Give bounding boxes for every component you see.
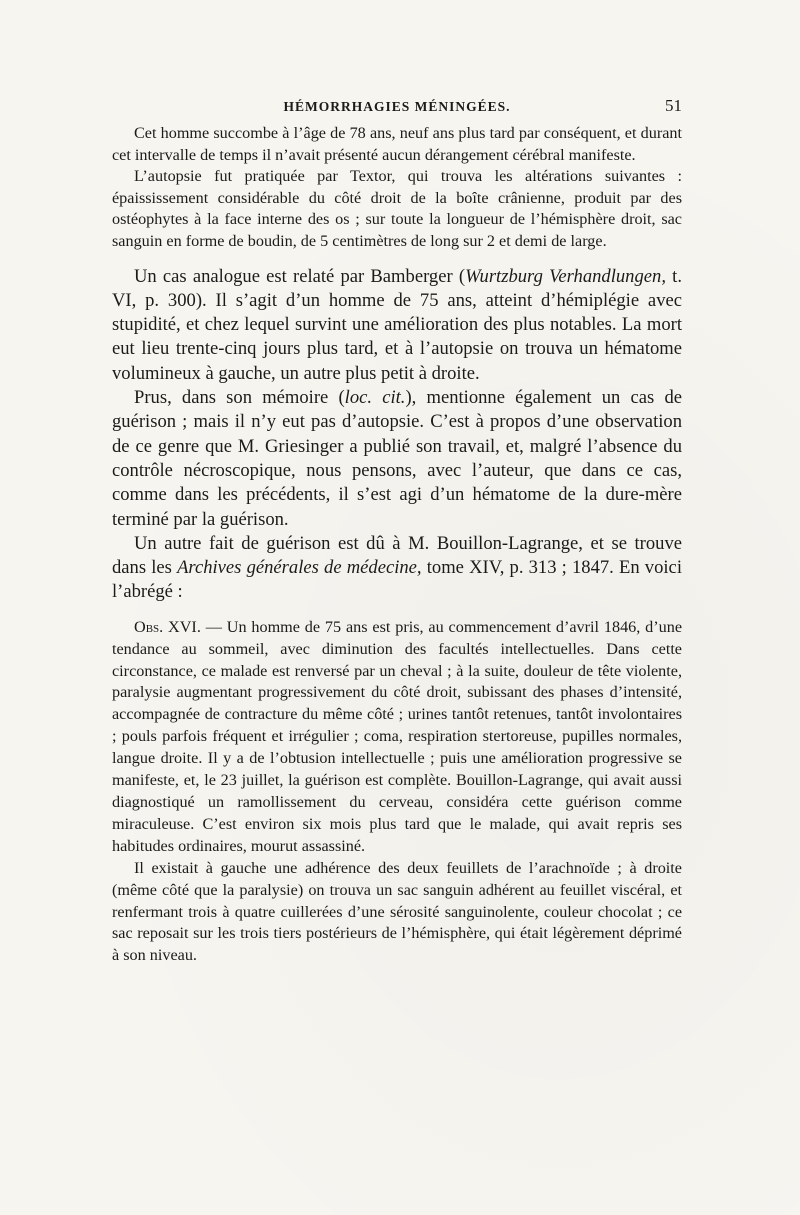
paragraph-prus-memoir xyxy=(112,386,682,532)
text-run: Prus, dans son mémoire ( xyxy=(134,387,345,409)
italic-citation: Wurtzburg Verhandlungen, xyxy=(465,265,666,287)
text-run: Un autre fait de guérison est dû à M. Bouillon-Lagrange, et se trouve dans les xyxy=(112,532,682,579)
spacer xyxy=(112,253,682,265)
observation-xvi xyxy=(112,617,682,858)
text-run: ), mentionne également un cas de guérison ; mais il n’y eut pas d’autopsie. C’est à propos d’une observation de ce genre que M. Griesinger a publié son travail, et, malgré l’absence du contrôle nécroscopique, nous pensons, avec l’auteur, que dans ce cas, comme dans les précédents, il s’est agi d’un hématome de la dure-mère terminé par la guérison. xyxy=(112,387,683,530)
body-text xyxy=(112,123,682,967)
page-header xyxy=(112,96,682,120)
paragraph-bouillon-lagrange xyxy=(112,532,682,605)
italic-citation: Archives générales de médecine, xyxy=(177,557,422,579)
running-title: HÉMORRHAGIES MÉNINGÉES. xyxy=(283,99,511,114)
paragraph-bamberger-case xyxy=(112,265,682,386)
italic-citation: loc. cit. xyxy=(344,387,406,409)
text-run: t. VI, p. 300). Il s’agit d’un homme de 75 ans, atteint d’hémiplégie avec stupidité, et chez lequel survint une amélioration des plus notables. La mort eut lieu trente-cinq jours plus tard, et à l’autopsie on trouva un hématome volumineux à gauche, un autre plus petit à droite. xyxy=(112,265,682,384)
text-run: — Un homme de 75 ans est pris, au commencement d’avril 1846, d’une tendance au sommeil, avec diminution des facultés intellectuelles. Dans cette circonstance, ce malade est renversé par un cheval ; à la suite, douleur de tête violente, paralysie augmentant progressivement du côté droit, subissant des phases d’intensité, accompagnée de contracture du même côté ; urines tantôt retenues, tantôt involontaires ; pouls parfois fréquent et irrégulier ; coma, respiration stertoreuse, pupilles normales, langue droite. Il y a de l’obtusion intellectuelle ; puis une amélioration progressive se manifeste, et, le 23 juillet, la guérison est complète. Bouillon-Lagrange, qui avait aussi diagnostiqué un ramollissement du cerveau, considéra cette guérison comme miraculeuse. C’est environ six mois plus tard que le malade, qui avait repris ses habitudes ordinaires, mourut assassiné. xyxy=(112,617,683,855)
spacer xyxy=(112,605,682,617)
paragraph-autopsy-textor: L’autopsie fut pratiquée par Textor, qui trouva les altérations suivantes : épaississement considérable du côté droit de la boîte crânienne, produit par des ostéophytes à la face interne des os ; sur toute la longueur de l’hémisphère droit, sac sanguin en forme de boudin, de 5 centimètres de long sur 2 et demi de large. xyxy=(112,167,682,250)
page-number: 51 xyxy=(665,96,682,115)
paragraph-autopsy-findings: Il existait à gauche une adhérence des deux feuillets de l’arachnoïde ; à droite (même côté que la paralysie) on trouva un sac sanguin adhérent au feuillet viscéral, et renfermant trois à quatre cuillerées d’une sérosité sanguinolente, couleur chocolat ; ce sac reposait sur les trois tiers postérieurs de l’hémisphère, qui était légèrement déprimé à son niveau. xyxy=(112,858,682,965)
observation-label: Obs. XVI. xyxy=(134,617,201,636)
paragraph-death-note: Cet homme succombe à l’âge de 78 ans, neuf ans plus tard par conséquent, et durant cet intervalle de temps il n’avait présenté aucun dérangement cérébral manifeste. xyxy=(112,124,682,164)
text-run: tome XIV, p. 313 ; 1847. En voici l’abrégé : xyxy=(112,557,682,603)
text-run: Un cas analogue est relaté par Bamberger ( xyxy=(134,265,466,287)
